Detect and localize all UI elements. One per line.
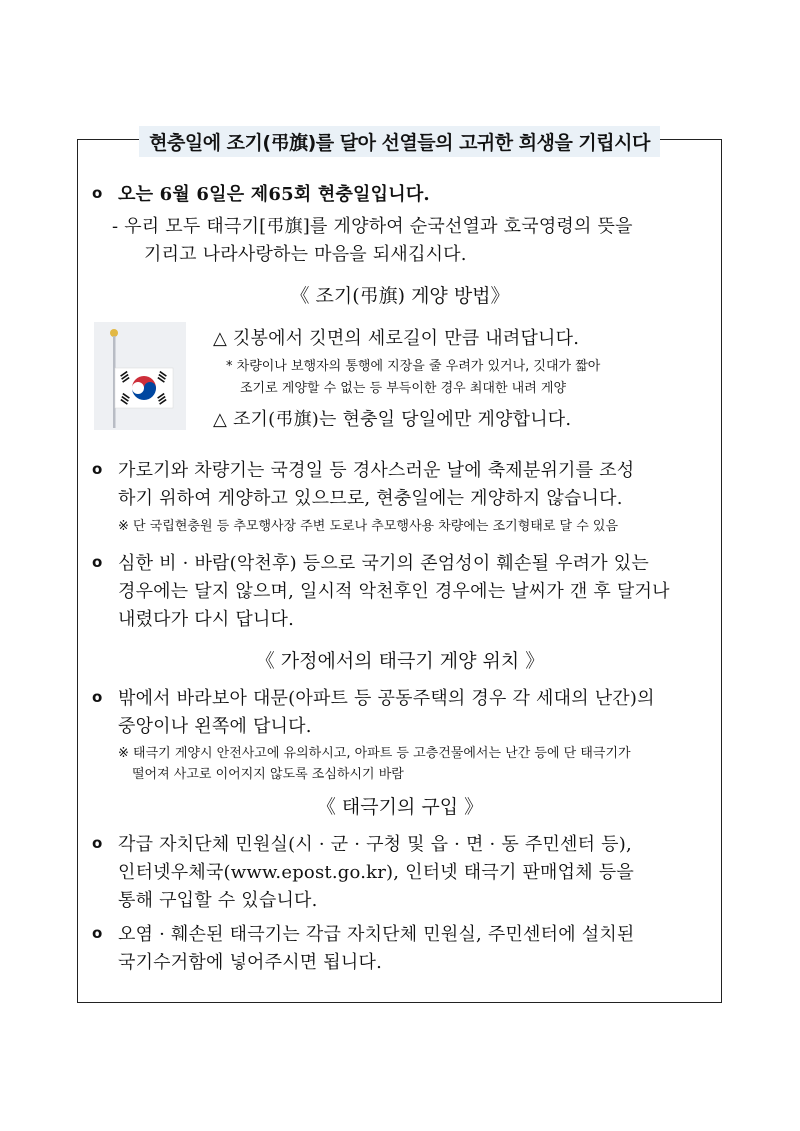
flag-method-note-line1: * 차량이나 보행자의 통행에 지장을 줄 우려가 있거나, 깃대가 짧아 [226, 359, 601, 374]
weather-line3: 내렸다가 다시 답니다. [118, 609, 295, 630]
weather-line1: 심한 비 · 바람(악천후) 등으로 국기의 존엄성이 훼손될 우려가 있는 [118, 553, 649, 574]
intro-sub-line1: - 우리 모두 태극기[弔旗]를 게양하여 순국선열과 호국영령의 뜻을 [112, 216, 633, 237]
bullet-marker: o [92, 460, 103, 478]
purchase-p1-line2: 인터넷우체국(www.epost.go.kr), 인터넷 태극기 판매업체 등을 [118, 862, 634, 883]
purchase-p2-line2: 국기수거함에 넣어주시면 됩니다. [118, 952, 382, 973]
section-heading-home-position: 《 가정에서의 태극기 게양 위치 》 [255, 650, 545, 672]
flag-method-item1: △ 깃봉에서 깃면의 세로길이 만큼 내려답니다. [213, 328, 580, 349]
purchase-p1-line1: 각급 자치단체 민원실(시 · 군 · 구청 및 읍 · 면 · 동 주민센터 등), [118, 834, 632, 855]
home-position-note-line2: 떨어져 사고로 이어지지 않도록 조심하시기 바람 [132, 767, 404, 782]
section-heading-flag-method: 《 조기(弔旗) 게양 방법》 [290, 285, 510, 307]
home-position-line1: 밖에서 바라보아 대문(아파트 등 공동주택의 경우 각 세대의 난간)의 [118, 688, 655, 709]
notice-title: 현충일에 조기(弔旗)를 달아 선열들의 고귀한 희생을 기립시다 [139, 126, 660, 157]
half-mast-flag-image [94, 322, 186, 430]
street-flag-line2: 하기 위하여 게양하고 있으므로, 현충일에는 게양하지 않습니다. [118, 488, 623, 509]
intro-bullet-line: 오는 6월 6일은 제65회 현충일입니다. [118, 184, 430, 205]
bullet-marker: o [92, 834, 103, 852]
flag-method-item2: △ 조기(弔旗)는 현충일 당일에만 게양합니다. [213, 409, 572, 430]
section-heading-purchase: 《 태극기의 구입 》 [316, 796, 484, 818]
purchase-p1-line3: 통해 구입할 수 있습니다. [118, 890, 318, 911]
bullet-marker: o [92, 553, 103, 571]
street-flag-note: ※ 단 국립현충원 등 추모행사장 주변 도로나 추모행사용 차량에는 조기형태로 달 수 있음 [118, 519, 619, 534]
bullet-marker: o [92, 924, 103, 942]
bullet-marker: o [92, 688, 103, 706]
intro-sub-line2: 기리고 나라사랑하는 마음을 되새깁시다. [144, 244, 467, 265]
street-flag-line1: 가로기와 차량기는 국경일 등 경사스러운 날에 축제분위기를 조성 [118, 460, 635, 481]
purchase-p2-line1: 오염 · 훼손된 태극기는 각급 자치단체 민원실, 주민센터에 설치된 [118, 924, 635, 945]
home-position-note-line1: ※ 태극기 게양시 안전사고에 유의하시고, 아파트 등 고층건물에서는 난간 등에 단 태극기가 [118, 746, 631, 761]
bullet-marker: o [92, 184, 103, 202]
home-position-line2: 중앙이나 왼쪽에 답니다. [118, 716, 312, 737]
flag-method-note-line2: 조기로 게양할 수 없는 등 부득이한 경우 최대한 내려 게양 [240, 381, 567, 396]
weather-line2: 경우에는 달지 않으며, 일시적 악천후인 경우에는 날씨가 갠 후 달거나 [118, 581, 670, 602]
